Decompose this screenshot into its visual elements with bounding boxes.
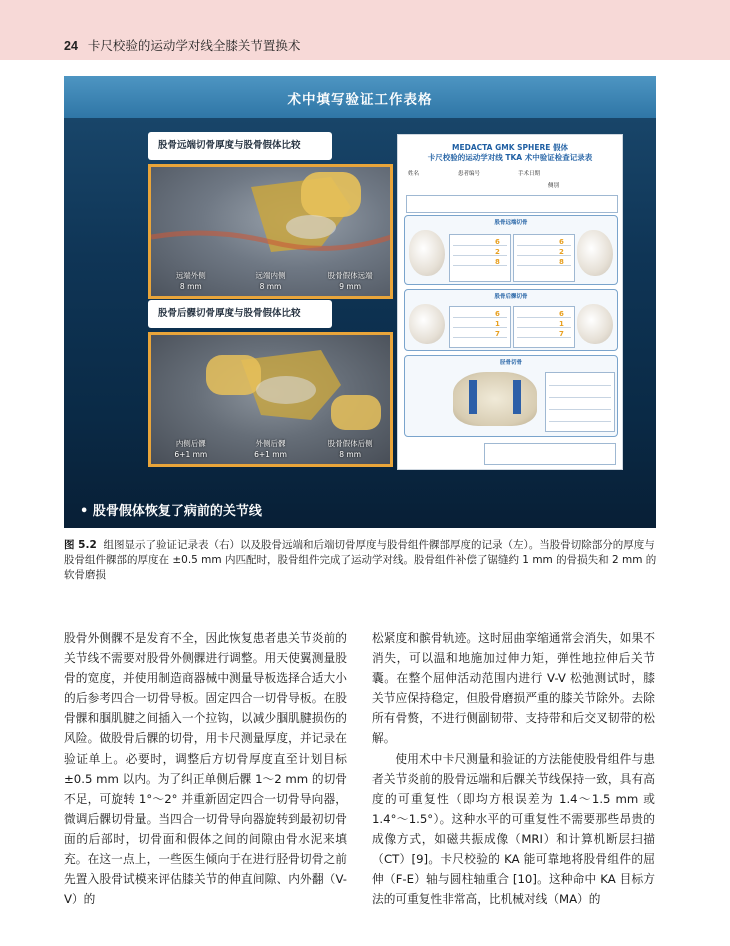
form-header [398, 143, 622, 163]
form-field-patient-id: 患者编号 [458, 171, 481, 177]
label-value: 8 mm [179, 282, 202, 291]
form-section-distal [404, 215, 618, 285]
femur-bone-icon [577, 304, 613, 344]
figure-5-2 [64, 76, 656, 528]
panel1-title: 股骨远端切骨厚度与股骨假体比较 [148, 132, 332, 160]
form-title: 卡尺校验的运动学对线 TKA 术中验证检查记录表 [427, 153, 593, 162]
figure-bullet-text: • 股骨假体恢复了病前的关节线 [80, 504, 262, 519]
section-title: 股骨远端切骨 [494, 220, 528, 226]
label-name: 远端外侧 [175, 271, 206, 280]
figure-banner-title: 术中填写验证工作表格 [287, 92, 433, 108]
tibia-marker [469, 380, 477, 414]
form-table [513, 306, 575, 348]
label-name: 内侧后髁 [175, 439, 206, 448]
panel2-photo [148, 332, 393, 467]
caption-label: 图 5.2 [64, 539, 97, 551]
label-name: 股骨假体后侧 [327, 439, 373, 448]
verification-form [397, 134, 623, 470]
form-preop-box [406, 195, 618, 213]
posterior-value: 6 [559, 310, 564, 318]
body-column-right [372, 628, 655, 909]
form-table [449, 306, 511, 348]
posterior-value: 6 [495, 310, 500, 318]
label-value: 8 mm [259, 282, 282, 291]
panel2-labels [151, 438, 390, 460]
body-column-left [64, 628, 347, 909]
page-number: 24 [64, 39, 78, 53]
running-header [64, 36, 300, 54]
label-value: 8 mm [339, 450, 362, 459]
posterior-value: 7 [495, 330, 500, 338]
form-footer-box [484, 443, 616, 465]
posterior-value: 1 [495, 320, 500, 328]
label-name: 外侧后髁 [255, 439, 286, 448]
label-value: 6+1 mm [254, 450, 287, 459]
form-section-tibia [404, 355, 618, 437]
section-title: 胫骨切骨 [499, 360, 522, 366]
panel1-labels [151, 270, 390, 292]
distal-value: 2 [495, 248, 500, 256]
figure-caption [64, 538, 664, 583]
form-section-posterior [404, 289, 618, 351]
posterior-value: 7 [559, 330, 564, 338]
form-field-date: 手术日期 [518, 171, 541, 177]
section-title: 股骨后髁切骨 [494, 294, 528, 300]
form-field-side: 侧别 [548, 183, 560, 189]
panel2-title: 股骨后髁切骨厚度与股骨假体比较 [148, 300, 332, 328]
body-paragraph: 松紧度和髌骨轨迹。这时屈曲挛缩通常会消失，如果不消失，可以温和地施加过伸力矩，弹性地拉伸后关节囊。在整个屈伸活动范围内进行 V-V 松弛测试时，膝关节应保持稳定，但股骨磨损严重的膝关节除外。去除所有骨赘，不进行侧副韧带、支持带和后交叉韧带的松解。 [372, 631, 655, 746]
body-paragraph: 股骨外侧髁不是发育不全，因此恢复患者患关节炎前的关节线不需要对股骨外侧髁进行调整。用天使翼测量股骨的宽度，并使用制造商器械中测量导板选择合适大小的后参考四合一切骨导板。固定四合一切骨导板。在股骨髁和腘肌腱之间插入一个拉钩，以减少腘肌腱损伤的风险。做股骨后髁的切骨，用卡尺测量厚度，并记录在验证单上。必要时，调整后方切骨厚度直至计划目标 ±0.5 mm 以内。为了纠正单侧后髁 1～2 mm 的切骨不足，可旋转 1°～2° 并重新固定四合一切骨导向器，微调后髁切骨量。当四合一切骨导向器旋转到最初切骨面的后部时，切骨面和假体之间的间隙由骨水泥来填充。在这一点上，一些医生倾向于在进行胫骨切骨之前先置入股骨试模来评估膝关节的伸直间隙、内外翻（V-V）的 [64, 631, 347, 907]
label-value: 9 mm [339, 282, 362, 291]
label-name: 股骨假体远端 [327, 271, 373, 280]
tibia-marker [513, 380, 521, 414]
posterior-value: 1 [559, 320, 564, 328]
femur-bone-icon [409, 304, 445, 344]
form-field-name: 姓名 [408, 171, 420, 177]
femur-bone-icon [409, 230, 445, 276]
book-title: 卡尺校验的运动学对线全膝关节置换术 [87, 38, 301, 53]
form-brand: MEDACTA GMK SPHERE 假体 [452, 143, 568, 152]
femur-bone-icon [577, 230, 613, 276]
distal-value: 6 [559, 238, 564, 246]
distal-value: 8 [495, 258, 500, 266]
label-name: 远端内侧 [255, 271, 286, 280]
caption-text: 组图显示了验证记录表（右）以及股骨远端和后端切骨厚度与股骨组件髁部厚度的记录（左）。当股骨切除部分的厚度与股骨组件髁部的厚度在 ±0.5 mm 内匹配时，股骨组件完成了运动学对线。股骨组件补偿了锯缝约 1 mm 的骨损失和 2 mm 的软骨磨损 [64, 539, 657, 581]
body-paragraph: 使用术中卡尺测量和验证的方法能使股骨组件与患者关节炎前的股骨远端和后髁关节线保持一致，具有高度的可重复性（即均方根误差为 1.4～1.5 mm 或 1.4°～1.5°）。这种水平的可重复性不需要那些昂贵的成像方式，如磁共振成像（MRI）和计算机断层扫描（CT）[9]。卡尺校验的 KA 能可靠地将股骨组件的屈伸（F-E）轴与圆柱轴重合 [10]。这种命中 KA 目标方法的可重复性非常高，比机械对线（MA）的 [372, 751, 655, 907]
form-table [449, 234, 511, 282]
distal-value: 6 [495, 238, 500, 246]
panel1-photo [148, 164, 393, 299]
form-table [513, 234, 575, 282]
distal-value: 8 [559, 258, 564, 266]
form-table [545, 372, 615, 432]
distal-value: 2 [559, 248, 564, 256]
label-value: 6+1 mm [174, 450, 208, 459]
tibia-plateau-icon [453, 372, 537, 426]
